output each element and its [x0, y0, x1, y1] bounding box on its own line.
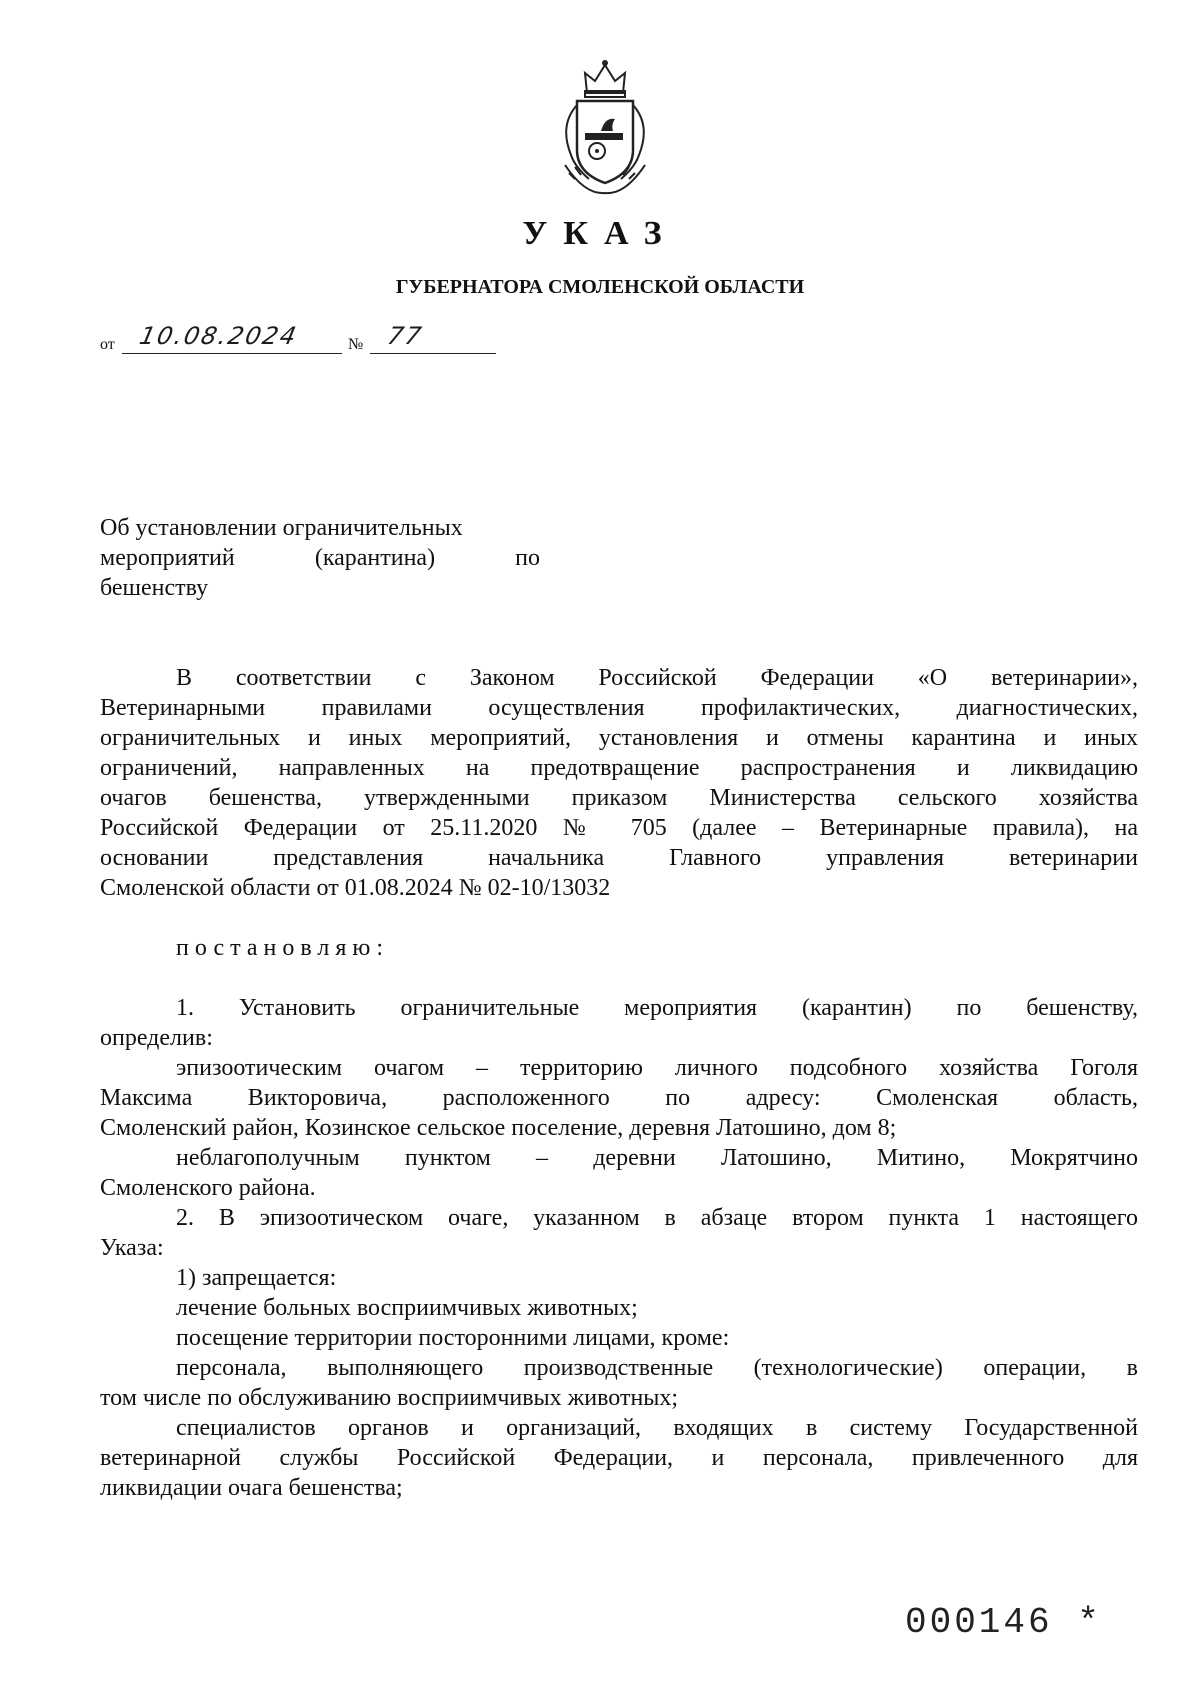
decree-item-line: Максима Викторовича, расположенного по адресу: Смоленская область, [100, 1085, 1138, 1111]
decree-item-line: определив: [100, 1025, 213, 1051]
smolensk-coat-of-arms-icon [545, 55, 665, 205]
preamble-line: ограничений, направленных на предотвращение распространения и ликвидацию [100, 755, 1138, 781]
decree-item-line: персонала, выполняющего производственные (технологические) операции, в [176, 1355, 1138, 1381]
decree-item-line: неблагополучным пунктом – деревни Латошино, Митино, Мокрятчино [176, 1145, 1138, 1171]
document-title: УКАЗ [522, 215, 678, 252]
preamble-line: Ветеринарными правилами осуществления профилактических, диагностических, [100, 695, 1138, 721]
preamble-line: основании представления начальника Главного управления ветеринарии [100, 845, 1138, 871]
preamble-line: Российской Федерации от 25.11.2020 № 705 (далее – Ветеринарные правила), на [100, 815, 1138, 841]
number-label: № [348, 336, 364, 353]
date-label: от [100, 336, 115, 353]
decree-item-line: 2. В эпизоотическом очаге, указанном в абзаце втором пункта 1 настоящего [176, 1205, 1138, 1231]
decree-item-line: Указа: [100, 1235, 164, 1261]
decree-item-line: лечение больных восприимчивых животных; [176, 1295, 638, 1321]
subject-line: мероприятий (карантина) по [100, 545, 540, 571]
document-subject [100, 513, 540, 603]
number-underline [370, 353, 496, 354]
decree-item-line: ликвидации очага бешенства; [100, 1475, 403, 1501]
decree-item-line: эпизоотическим очагом – территорию личного подсобного хозяйства Гоголя [176, 1055, 1138, 1081]
subject-line: Об установлении ограничительных [100, 515, 463, 541]
handwritten-number: 77 [385, 322, 426, 350]
decree-item-line: Смоленский район, Козинское сельское поселение, деревня Латошино, дом 8; [100, 1115, 897, 1141]
decree-item-line: посещение территории посторонними лицами, кроме: [176, 1325, 730, 1351]
preamble-line: В соответствии с Законом Российской Федерации «О ветеринарии», [176, 665, 1138, 691]
date-number-line [100, 322, 560, 358]
document-issuer: ГУБЕРНАТОРА СМОЛЕНСКОЙ ОБЛАСТИ [395, 276, 805, 298]
subject-line: бешенству [100, 575, 209, 601]
document-body [100, 663, 1138, 1503]
decree-item-line: Смоленского района. [100, 1175, 316, 1201]
decree-item-line: том числе по обслуживанию восприимчивых животных; [100, 1385, 679, 1411]
preamble-line: очагов бешенства, утвержденными приказом Министерства сельского хозяйства [100, 785, 1138, 811]
decree-item-line: ветеринарной службы Российской Федерации, и персонала, привлеченного для [100, 1445, 1138, 1471]
decree-item-line: специалистов органов и организаций, входящих в систему Государственной [176, 1415, 1138, 1441]
preamble-line: ограничительных и иных мероприятий, установления и отмены карантина и иных [100, 725, 1138, 751]
decree-item-line: 1. Установить ограничительные мероприятия (карантин) по бешенству, [176, 995, 1138, 1021]
date-underline [122, 353, 342, 354]
preamble-line: Смоленской области от 01.08.2024 № 02-10/13032 [100, 875, 611, 901]
document-serial-number: 000146 * [905, 1602, 1102, 1643]
handwritten-date: 10.08.2024 [137, 322, 301, 350]
decree-items [100, 993, 1138, 1503]
decree-word: постановляю: [176, 935, 389, 961]
decree-item-line: 1) запрещается: [176, 1265, 337, 1291]
